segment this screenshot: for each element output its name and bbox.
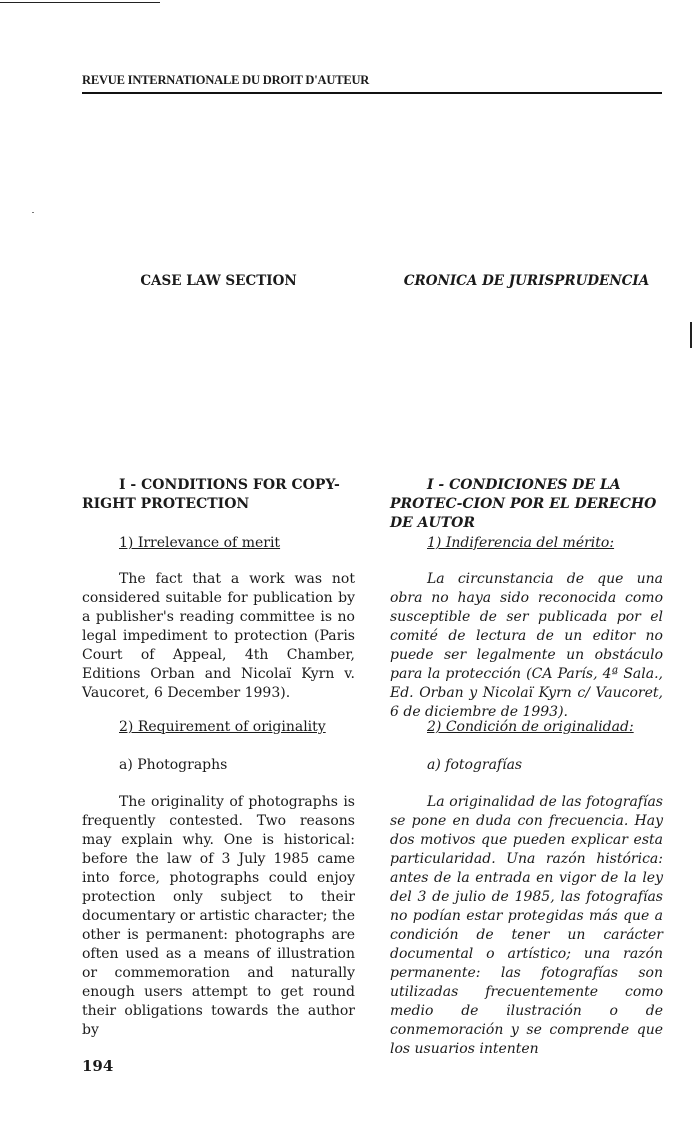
section-title: CASE LAW SECTION [140,273,297,289]
subheading-merit: 1) Irrelevance of merit [119,535,281,551]
paragraph-photographs: The originality of photographs is frequently contested. Two reasons may explain why. One is historical: before the law of 3 July 1985 came into force, photographs could enjoy protection only subject to their documentary or artistic character; the other is permanent: photographs are often used as a means of illustration or commemoration and naturally enough users attempt to get round their obligations towards the author by [82,794,355,1038]
english-column [82,272,355,1038]
subheading-merit-es: 1) Indiferencia del mérito: [427,535,615,551]
section-title-es: CRONICA DE JURISPRUDENCIA [403,273,650,289]
subheading-photographs: a) Photographs [119,757,228,773]
subheading-originality-es: 2) Condición de originalidad: [427,719,634,735]
top-rule [0,2,160,3]
paragraph-photographs-es: La originalidad de las fotografías se pone en duda con frecuencia. Hay dos motivos que pueden explicar esta particularidad. Una razón histórica: antes de la entrada en vigor de la ley del 3 de julio de 1985, las fotografías no podían estar protegidas más que a condición de tener un carácter documental o artístico; una razón permanente: las fotografías son utilizadas frecuentemente como medio de ilustración o de conmemoración y se comprende que los usuarios intenten [390,794,663,1057]
paragraph-merit: The fact that a work was not considered suitable for publication by a publisher's reading committee is no legal impediment to protection (Paris Court of Appeal, 4th Chamber, Editions Orban and Nicolaï Kyrn v. Vaucoret, 6 December 1993). [82,571,355,701]
subheading-originality: 2) Requirement of originality [119,719,326,735]
section-heading-es: I - CONDICIONES DE LA PROTEC-CION POR EL DERECHO DE AUTOR [390,477,657,531]
margin-mark [690,322,692,348]
subheading-photographs-es: a) fotografías [427,757,523,773]
section-heading: I - CONDITIONS FOR COPY-RIGHT PROTECTION [82,477,340,512]
spanish-column [390,272,663,1057]
paragraph-merit-es: La circunstancia de que una obra no haya sido reconocida como susceptible de ser publicada por el comité de lectura de un editor no puede ser legalmente un obstáculo para la protección (CA París, 4ª Sala., Ed. Orban y Nicolaï Kyrn c/ Vaucoret, 6 de diciembre de 1993). [390,571,663,720]
page-number: 194 [82,1057,114,1075]
scan-speck [32,212,34,213]
running-header: REVUE INTERNATIONALE DU DROIT D'AUTEUR [82,73,662,94]
